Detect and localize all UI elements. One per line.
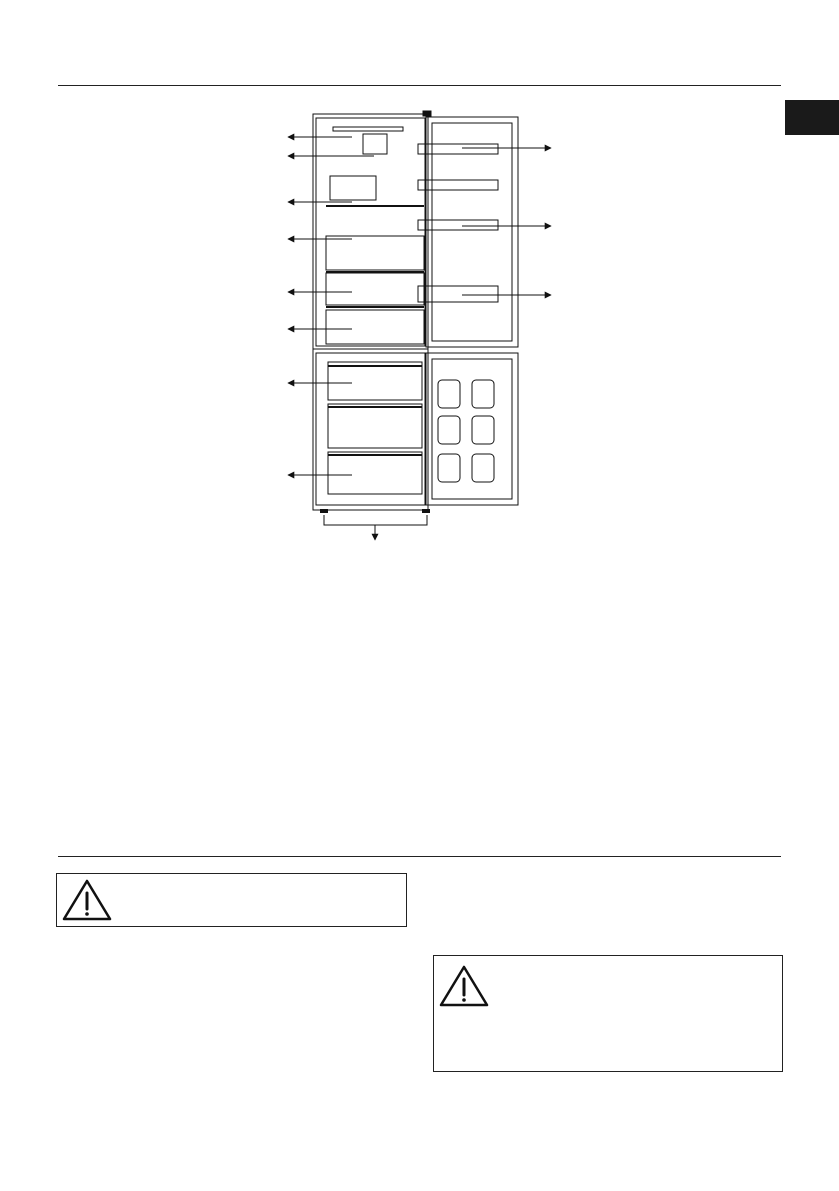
feet-callout [324,515,427,540]
section-rule [58,856,781,857]
warning-triangle-icon [61,878,113,922]
fridge-door [418,117,518,347]
right-callouts [462,148,551,295]
fridge-cabinet [313,114,428,510]
warning-box-2 [433,955,783,1072]
freezer-drawers [328,362,422,494]
control-panel [333,111,431,154]
fridge-diagram [0,0,839,560]
freezer-door [426,353,518,505]
warning-triangle-icon [438,964,490,1008]
warning-box-1 [56,873,407,927]
fridge-shelves [326,176,424,344]
